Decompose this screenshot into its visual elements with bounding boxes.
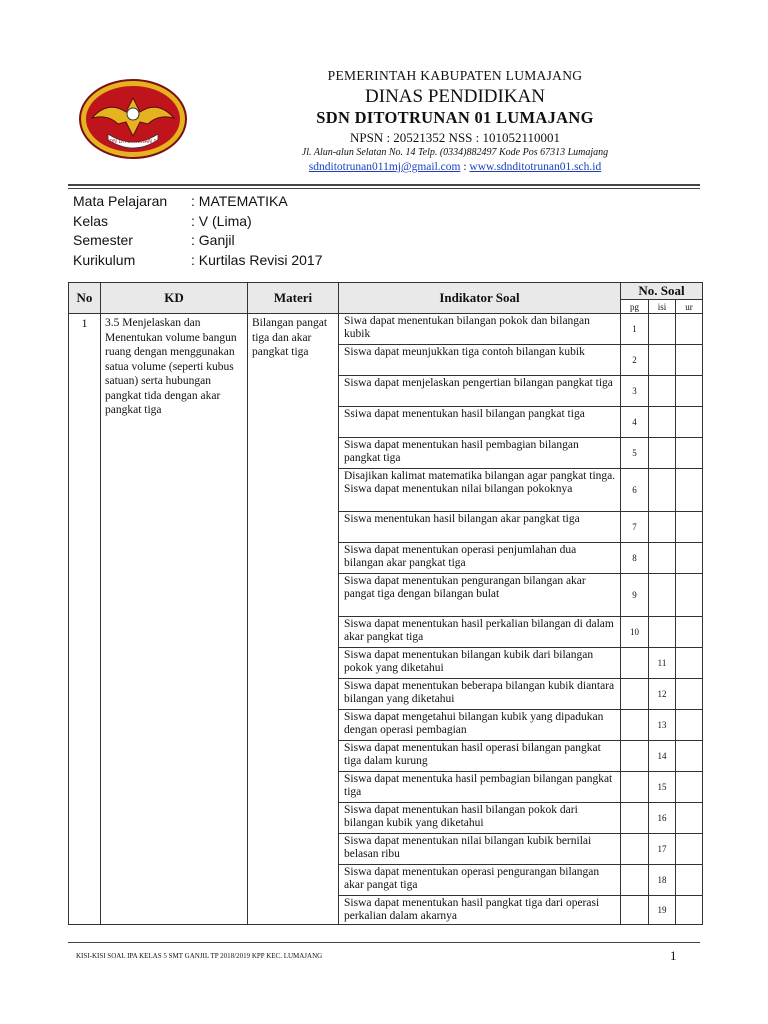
ur-cell: [676, 345, 703, 376]
col-header-kd: KD: [101, 283, 248, 314]
pg-cell: 4: [621, 407, 649, 438]
pg-cell: [621, 679, 649, 710]
indikator-cell: Siswa dapat meunjukkan tiga contoh bilangan kubik: [339, 345, 621, 376]
subject-info: [73, 192, 323, 270]
indikator-cell: Siswa dapat menentukan hasil pangkat tiga dari operasi perkalian dalam akarnya: [339, 896, 621, 925]
isi-cell: [649, 407, 676, 438]
letterhead-school-name: SDN DITOTRUNAN 01 LUMAJANG: [316, 108, 594, 127]
info-value: : Ganjil: [191, 232, 235, 248]
col-header-isi: isi: [649, 300, 676, 314]
col-header-indikator: Indikator Soal: [339, 283, 621, 314]
question-grid-table: [68, 282, 703, 925]
isi-cell: [649, 574, 676, 617]
ur-cell: [676, 574, 703, 617]
isi-cell: 16: [649, 803, 676, 834]
school-logo-icon: [78, 78, 188, 160]
website-link[interactable]: www.sdnditotrunan01.sch.id: [469, 161, 602, 173]
ur-cell: [676, 543, 703, 574]
indikator-cell: Siswa dapat menentukan pengurangan bilangan akar pangat tiga dengan bilangan bulat: [339, 574, 621, 617]
indikator-cell: Siswa dapat menentukan hasil pembagian bilangan pangkat tiga: [339, 438, 621, 469]
indikator-cell: Siwa dapat menentukan bilangan pokok dan bilangan kubik: [339, 314, 621, 345]
letterhead-npsn: NPSN : 20521352 NSS : 101052110001: [349, 130, 561, 145]
ur-cell: [676, 772, 703, 803]
ur-cell: [676, 469, 703, 512]
indikator-cell: Siswa dapat menentukan operasi pengurangan bilangan akar pangat tiga: [339, 865, 621, 896]
pg-cell: [621, 803, 649, 834]
indikator-cell: Ssiwa dapat menentukan hasil bilangan pangkat tiga: [339, 407, 621, 438]
table-body: [69, 314, 703, 925]
isi-cell: 14: [649, 741, 676, 772]
ur-cell: [676, 803, 703, 834]
pg-cell: 9: [621, 574, 649, 617]
logo-text: SDN DITOTRUNAN 01: [106, 139, 160, 145]
info-row-semester: [73, 231, 323, 251]
pg-cell: 3: [621, 376, 649, 407]
pg-cell: [621, 710, 649, 741]
isi-cell: 13: [649, 710, 676, 741]
ur-cell: [676, 407, 703, 438]
isi-cell: 11: [649, 648, 676, 679]
isi-cell: 15: [649, 772, 676, 803]
indikator-cell: Siswa dapat menentukan hasil operasi bilangan pangkat tiga dalam kurung: [339, 741, 621, 772]
info-label: Semester: [73, 232, 133, 248]
info-label: Mata Pelajaran: [73, 193, 168, 209]
isi-cell: [649, 543, 676, 574]
pg-cell: [621, 741, 649, 772]
letterhead-contact: [190, 161, 720, 173]
pg-cell: [621, 648, 649, 679]
col-header-materi: Materi: [248, 283, 339, 314]
ur-cell: [676, 865, 703, 896]
letterhead-rule-thin: [68, 188, 700, 189]
letterhead-government: PEMERINTAH KABUPATEN LUMAJANG: [327, 68, 583, 83]
isi-cell: [649, 438, 676, 469]
pg-cell: 2: [621, 345, 649, 376]
info-label: Kelas: [73, 212, 109, 229]
indikator-cell: Siswa dapat menentukan hasil bilangan pokok dari bilangan kubik yang diketahui: [339, 803, 621, 834]
pg-cell: 10: [621, 617, 649, 648]
info-row-curriculum: [73, 251, 323, 271]
letterhead-rule-thick: [68, 184, 700, 186]
footer-text: KISI-KISI SOAL IPA KELAS 5 SMT GANJIL TP 2018/2019 KPP KEC. LUMAJANG: [76, 952, 323, 960]
table-row: [69, 314, 703, 345]
pg-cell: [621, 865, 649, 896]
page-number: 1: [670, 948, 677, 963]
ur-cell: [676, 834, 703, 865]
indikator-cell: Siswa dapat menentukan operasi penjumlahan dua bilangan akar pangkat tiga: [339, 543, 621, 574]
pg-cell: [621, 772, 649, 803]
pg-cell: 7: [621, 512, 649, 543]
isi-cell: 18: [649, 865, 676, 896]
isi-cell: [649, 512, 676, 543]
email-link[interactable]: sdnditotrunan011mj@gmail.com: [308, 161, 461, 173]
indikator-cell: Siswa dapat menentukan hasil perkalian bilangan di dalam akar pangkat tiga: [339, 617, 621, 648]
col-header-no-soal: No. Soal: [621, 283, 703, 300]
indikator-cell: Siswa dapat mengetahui bilangan kubik yang dipadukan dengan operasi pembagian: [339, 710, 621, 741]
isi-cell: [649, 345, 676, 376]
isi-cell: [649, 376, 676, 407]
ur-cell: [676, 314, 703, 345]
info-value: : V (Lima): [191, 212, 252, 229]
info-value: : Kurtilas Revisi 2017: [191, 251, 323, 268]
pg-cell: 8: [621, 543, 649, 574]
ur-cell: [676, 648, 703, 679]
ur-cell: [676, 710, 703, 741]
row-number: 1: [69, 314, 101, 925]
ur-cell: [676, 512, 703, 543]
isi-cell: 12: [649, 679, 676, 710]
letterhead-department: DINAS PENDIDIKAN: [365, 86, 545, 107]
indikator-cell: Siswa dapat menentukan beberapa bilangan kubik diantara bilangan yang diketahui: [339, 679, 621, 710]
indikator-cell: Disajikan kalimat matematika bilangan agar pangkat tinga. Siswa dapat menentukan nilai bilangan pokoknya: [339, 469, 621, 512]
pg-cell: 5: [621, 438, 649, 469]
footer-rule: [68, 942, 700, 943]
pg-cell: [621, 834, 649, 865]
ur-cell: [676, 376, 703, 407]
info-row-class: [73, 212, 323, 232]
isi-cell: 17: [649, 834, 676, 865]
isi-cell: [649, 469, 676, 512]
ur-cell: [676, 438, 703, 469]
col-header-ur: ur: [676, 300, 703, 314]
ur-cell: [676, 679, 703, 710]
pg-cell: 1: [621, 314, 649, 345]
isi-cell: 19: [649, 896, 676, 925]
isi-cell: [649, 314, 676, 345]
pg-cell: [621, 896, 649, 925]
indikator-cell: Siswa dapat menentukan bilangan kubik dari bilangan pokok yang diketahui: [339, 648, 621, 679]
indikator-cell: Siswa dapat menentukan nilai bilangan kubik bernilai belasan ribu: [339, 834, 621, 865]
letterhead-address: Jl. Alun-alun Selatan No. 14 Telp. (0334)882497 Kode Pos 67313 Lumajang: [301, 147, 609, 158]
ur-cell: [676, 896, 703, 925]
pg-cell: 6: [621, 469, 649, 512]
indikator-cell: Siswa dapat menjelaskan pengertian bilangan pangkat tiga: [339, 376, 621, 407]
materi-cell: Bilangan pangat tiga dan akar pangkat tiga: [248, 314, 339, 925]
col-header-pg: pg: [621, 300, 649, 314]
contact-separator: :: [460, 161, 470, 173]
info-label: Kurikulum: [73, 251, 136, 268]
isi-cell: [649, 617, 676, 648]
ur-cell: [676, 741, 703, 772]
indikator-cell: Siswa menentukan hasil bilangan akar pangkat tiga: [339, 512, 621, 543]
col-header-no: No: [69, 283, 101, 314]
info-value: : MATEMATIKA: [191, 193, 288, 209]
info-row-subject: [73, 192, 323, 212]
kd-cell: 3.5 Menjelaskan dan Menentukan volume bangun ruang dengan menggunakan satua volume (seperti kubus satuan) serta hubungan pangkat tida dengan akar pangkat tiga: [101, 314, 248, 925]
ur-cell: [676, 617, 703, 648]
indikator-cell: Siswa dapat menentuka hasil pembagian bilangan pangkat tiga: [339, 772, 621, 803]
